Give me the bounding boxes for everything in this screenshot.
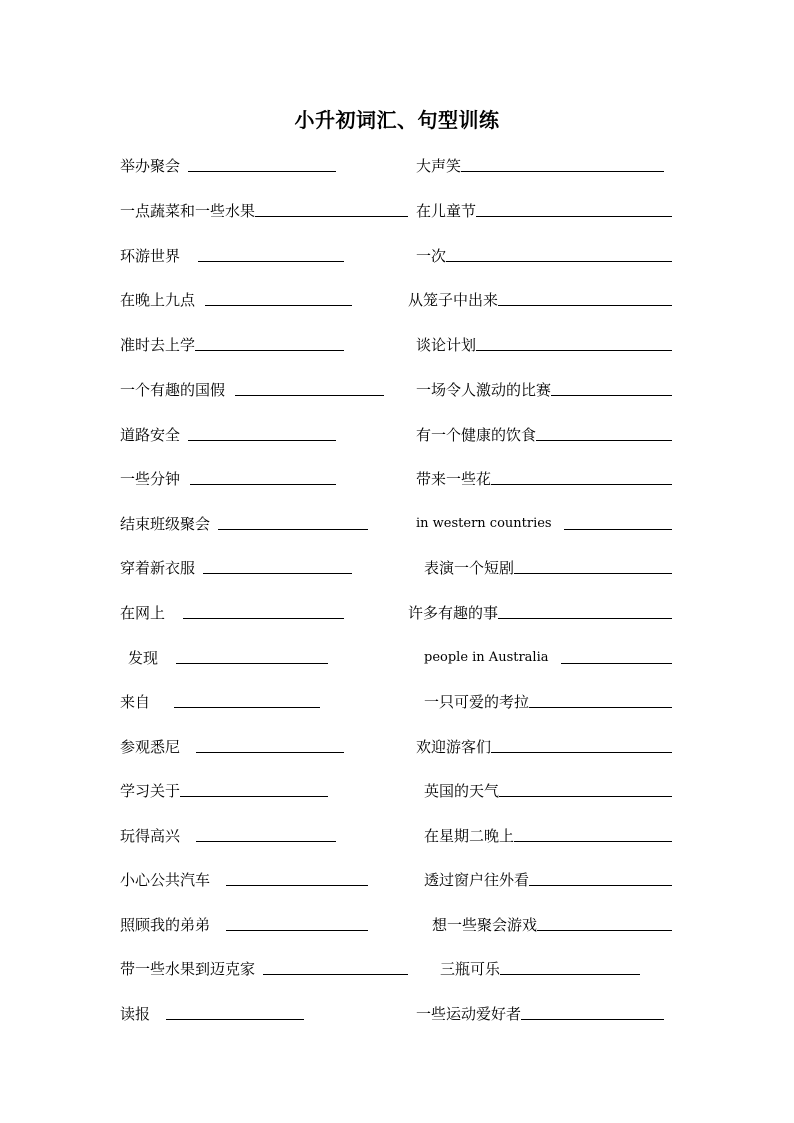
left-item [120, 331, 344, 355]
exercise-row [0, 866, 794, 890]
answer-blank[interactable] [529, 707, 672, 708]
left-item [128, 644, 328, 668]
answer-blank[interactable] [196, 752, 344, 753]
left-item [120, 777, 328, 801]
right-item [416, 733, 672, 757]
answer-blank[interactable] [226, 930, 368, 931]
left-item [120, 197, 408, 221]
answer-blank[interactable] [203, 573, 352, 574]
answer-blank[interactable] [537, 930, 672, 931]
phrase-label: 环游世界 [120, 247, 181, 265]
exercise-row [0, 465, 794, 489]
exercise-row [0, 599, 794, 623]
phrase-label: 一次 [416, 247, 447, 265]
phrase-label: 举办聚会 [120, 157, 181, 175]
answer-blank[interactable] [195, 350, 344, 351]
answer-blank[interactable] [551, 395, 672, 396]
exercise-row [0, 1000, 794, 1024]
phrase-label: people in Australia [424, 650, 549, 665]
phrase-label: 在网上 [120, 604, 166, 622]
phrase-label: 想一些聚会游戏 [432, 916, 538, 934]
left-item [120, 376, 384, 400]
answer-blank[interactable] [190, 484, 336, 485]
exercise-row [0, 331, 794, 355]
answer-blank[interactable] [180, 796, 328, 797]
answer-blank[interactable] [255, 216, 408, 217]
answer-blank[interactable] [188, 440, 336, 441]
phrase-label: 结束班级聚会 [120, 515, 211, 533]
phrase-label: 从笼子中出来 [408, 291, 499, 309]
page-title: 小升初词汇、句型训练 [294, 108, 500, 132]
answer-blank[interactable] [491, 484, 672, 485]
left-item [120, 554, 352, 578]
right-item [416, 197, 672, 221]
answer-blank[interactable] [498, 305, 672, 306]
phrase-label: 在星期二晚上 [424, 827, 515, 845]
phrase-label: 照顾我的弟弟 [120, 916, 211, 934]
answer-blank[interactable] [218, 529, 368, 530]
phrase-label: 透过窗户往外看 [424, 871, 530, 889]
exercise-row [0, 421, 794, 445]
phrase-label: 参观悉尼 [120, 738, 181, 756]
right-item [424, 688, 672, 712]
left-item [120, 688, 320, 712]
phrase-label: 英国的天气 [424, 782, 500, 800]
left-item [120, 286, 352, 310]
right-item [416, 465, 672, 489]
answer-blank[interactable] [226, 885, 368, 886]
phrase-label: 在儿童节 [416, 202, 477, 220]
exercise-row [0, 510, 794, 534]
exercise-row [0, 733, 794, 757]
phrase-label: 许多有趣的事 [408, 604, 499, 622]
right-item [416, 376, 672, 400]
right-item [416, 331, 672, 355]
answer-blank[interactable] [499, 796, 672, 797]
right-item [416, 1000, 664, 1024]
right-item [432, 911, 672, 935]
answer-blank[interactable] [561, 663, 673, 664]
left-item [120, 510, 368, 534]
phrase-label: 道路安全 [120, 426, 181, 444]
left-item [120, 955, 408, 979]
answer-blank[interactable] [498, 618, 672, 619]
right-item [424, 822, 672, 846]
phrase-label: 读报 [120, 1005, 151, 1023]
answer-blank[interactable] [536, 440, 672, 441]
phrase-label: 来自 [120, 693, 151, 711]
right-item [416, 421, 672, 445]
answer-blank[interactable] [446, 261, 672, 262]
exercise-row [0, 911, 794, 935]
phrase-label: 一个有趣的国假 [120, 381, 226, 399]
phrase-label: 欢迎游客们 [416, 738, 492, 756]
answer-blank[interactable] [176, 663, 328, 664]
exercise-row [0, 286, 794, 310]
answer-blank[interactable] [476, 216, 672, 217]
phrase-label: 有一个健康的饮食 [416, 426, 537, 444]
phrase-label: 一点蔬菜和一些水果 [120, 202, 256, 220]
phrase-label: 准时去上学 [120, 336, 196, 354]
right-item [408, 599, 672, 623]
right-item [408, 286, 672, 310]
exercise-row [0, 688, 794, 712]
left-item [120, 733, 344, 757]
answer-blank[interactable] [205, 305, 352, 306]
left-item [120, 599, 344, 623]
answer-blank[interactable] [514, 841, 672, 842]
left-item [120, 152, 336, 176]
answer-blank[interactable] [263, 974, 408, 975]
exercise-row [0, 376, 794, 400]
answer-blank[interactable] [188, 171, 336, 172]
exercise-row [0, 152, 794, 176]
exercise-row [0, 955, 794, 979]
answer-blank[interactable] [521, 1019, 664, 1020]
phrase-label: 一些分钟 [120, 470, 181, 488]
phrase-label: 穿着新衣服 [120, 559, 196, 577]
answer-blank[interactable] [198, 261, 344, 262]
answer-blank[interactable] [476, 350, 672, 351]
exercise-row [0, 197, 794, 221]
answer-blank[interactable] [174, 707, 320, 708]
answer-blank[interactable] [564, 529, 672, 530]
right-item [424, 777, 672, 801]
exercise-row [0, 242, 794, 266]
right-item [424, 644, 672, 668]
left-item [120, 866, 368, 890]
exercise-row [0, 644, 794, 668]
answer-blank[interactable] [514, 573, 672, 574]
right-item [440, 955, 640, 979]
answer-blank[interactable] [461, 171, 664, 172]
left-item [120, 822, 336, 846]
exercise-row [0, 777, 794, 801]
left-item [120, 421, 336, 445]
answer-blank[interactable] [491, 752, 672, 753]
phrase-label: 大声笑 [416, 157, 462, 175]
phrase-label: 小心公共汽车 [120, 871, 211, 889]
answer-blank[interactable] [166, 1019, 304, 1020]
phrase-label: 学习关于 [120, 782, 181, 800]
left-item [120, 911, 368, 935]
left-item [120, 1000, 304, 1024]
exercise-row [0, 554, 794, 578]
right-item [416, 152, 664, 176]
phrase-label: 谈论计划 [416, 336, 477, 354]
answer-blank[interactable] [183, 618, 344, 619]
phrase-label: in western countries [416, 516, 552, 531]
answer-blank[interactable] [235, 395, 384, 396]
left-item [120, 465, 336, 489]
answer-blank[interactable] [529, 885, 672, 886]
phrase-label: 玩得高兴 [120, 827, 181, 845]
right-item [424, 554, 672, 578]
right-item [416, 242, 672, 266]
phrase-label: 发现 [128, 649, 159, 667]
exercise-row [0, 822, 794, 846]
left-item [120, 242, 344, 266]
phrase-label: 一场令人激动的比赛 [416, 381, 552, 399]
phrase-label: 带一些水果到迈克家 [120, 960, 256, 978]
phrase-label: 在晚上九点 [120, 291, 196, 309]
phrase-label: 一些运动爱好者 [416, 1005, 522, 1023]
phrase-label: 带来一些花 [416, 470, 492, 488]
answer-blank[interactable] [196, 841, 336, 842]
phrase-label: 三瓶可乐 [440, 960, 501, 978]
phrase-label: 一只可爱的考拉 [424, 693, 530, 711]
right-item [416, 510, 672, 534]
answer-blank[interactable] [500, 974, 640, 975]
phrase-label: 表演一个短剧 [424, 559, 515, 577]
right-item [424, 866, 672, 890]
